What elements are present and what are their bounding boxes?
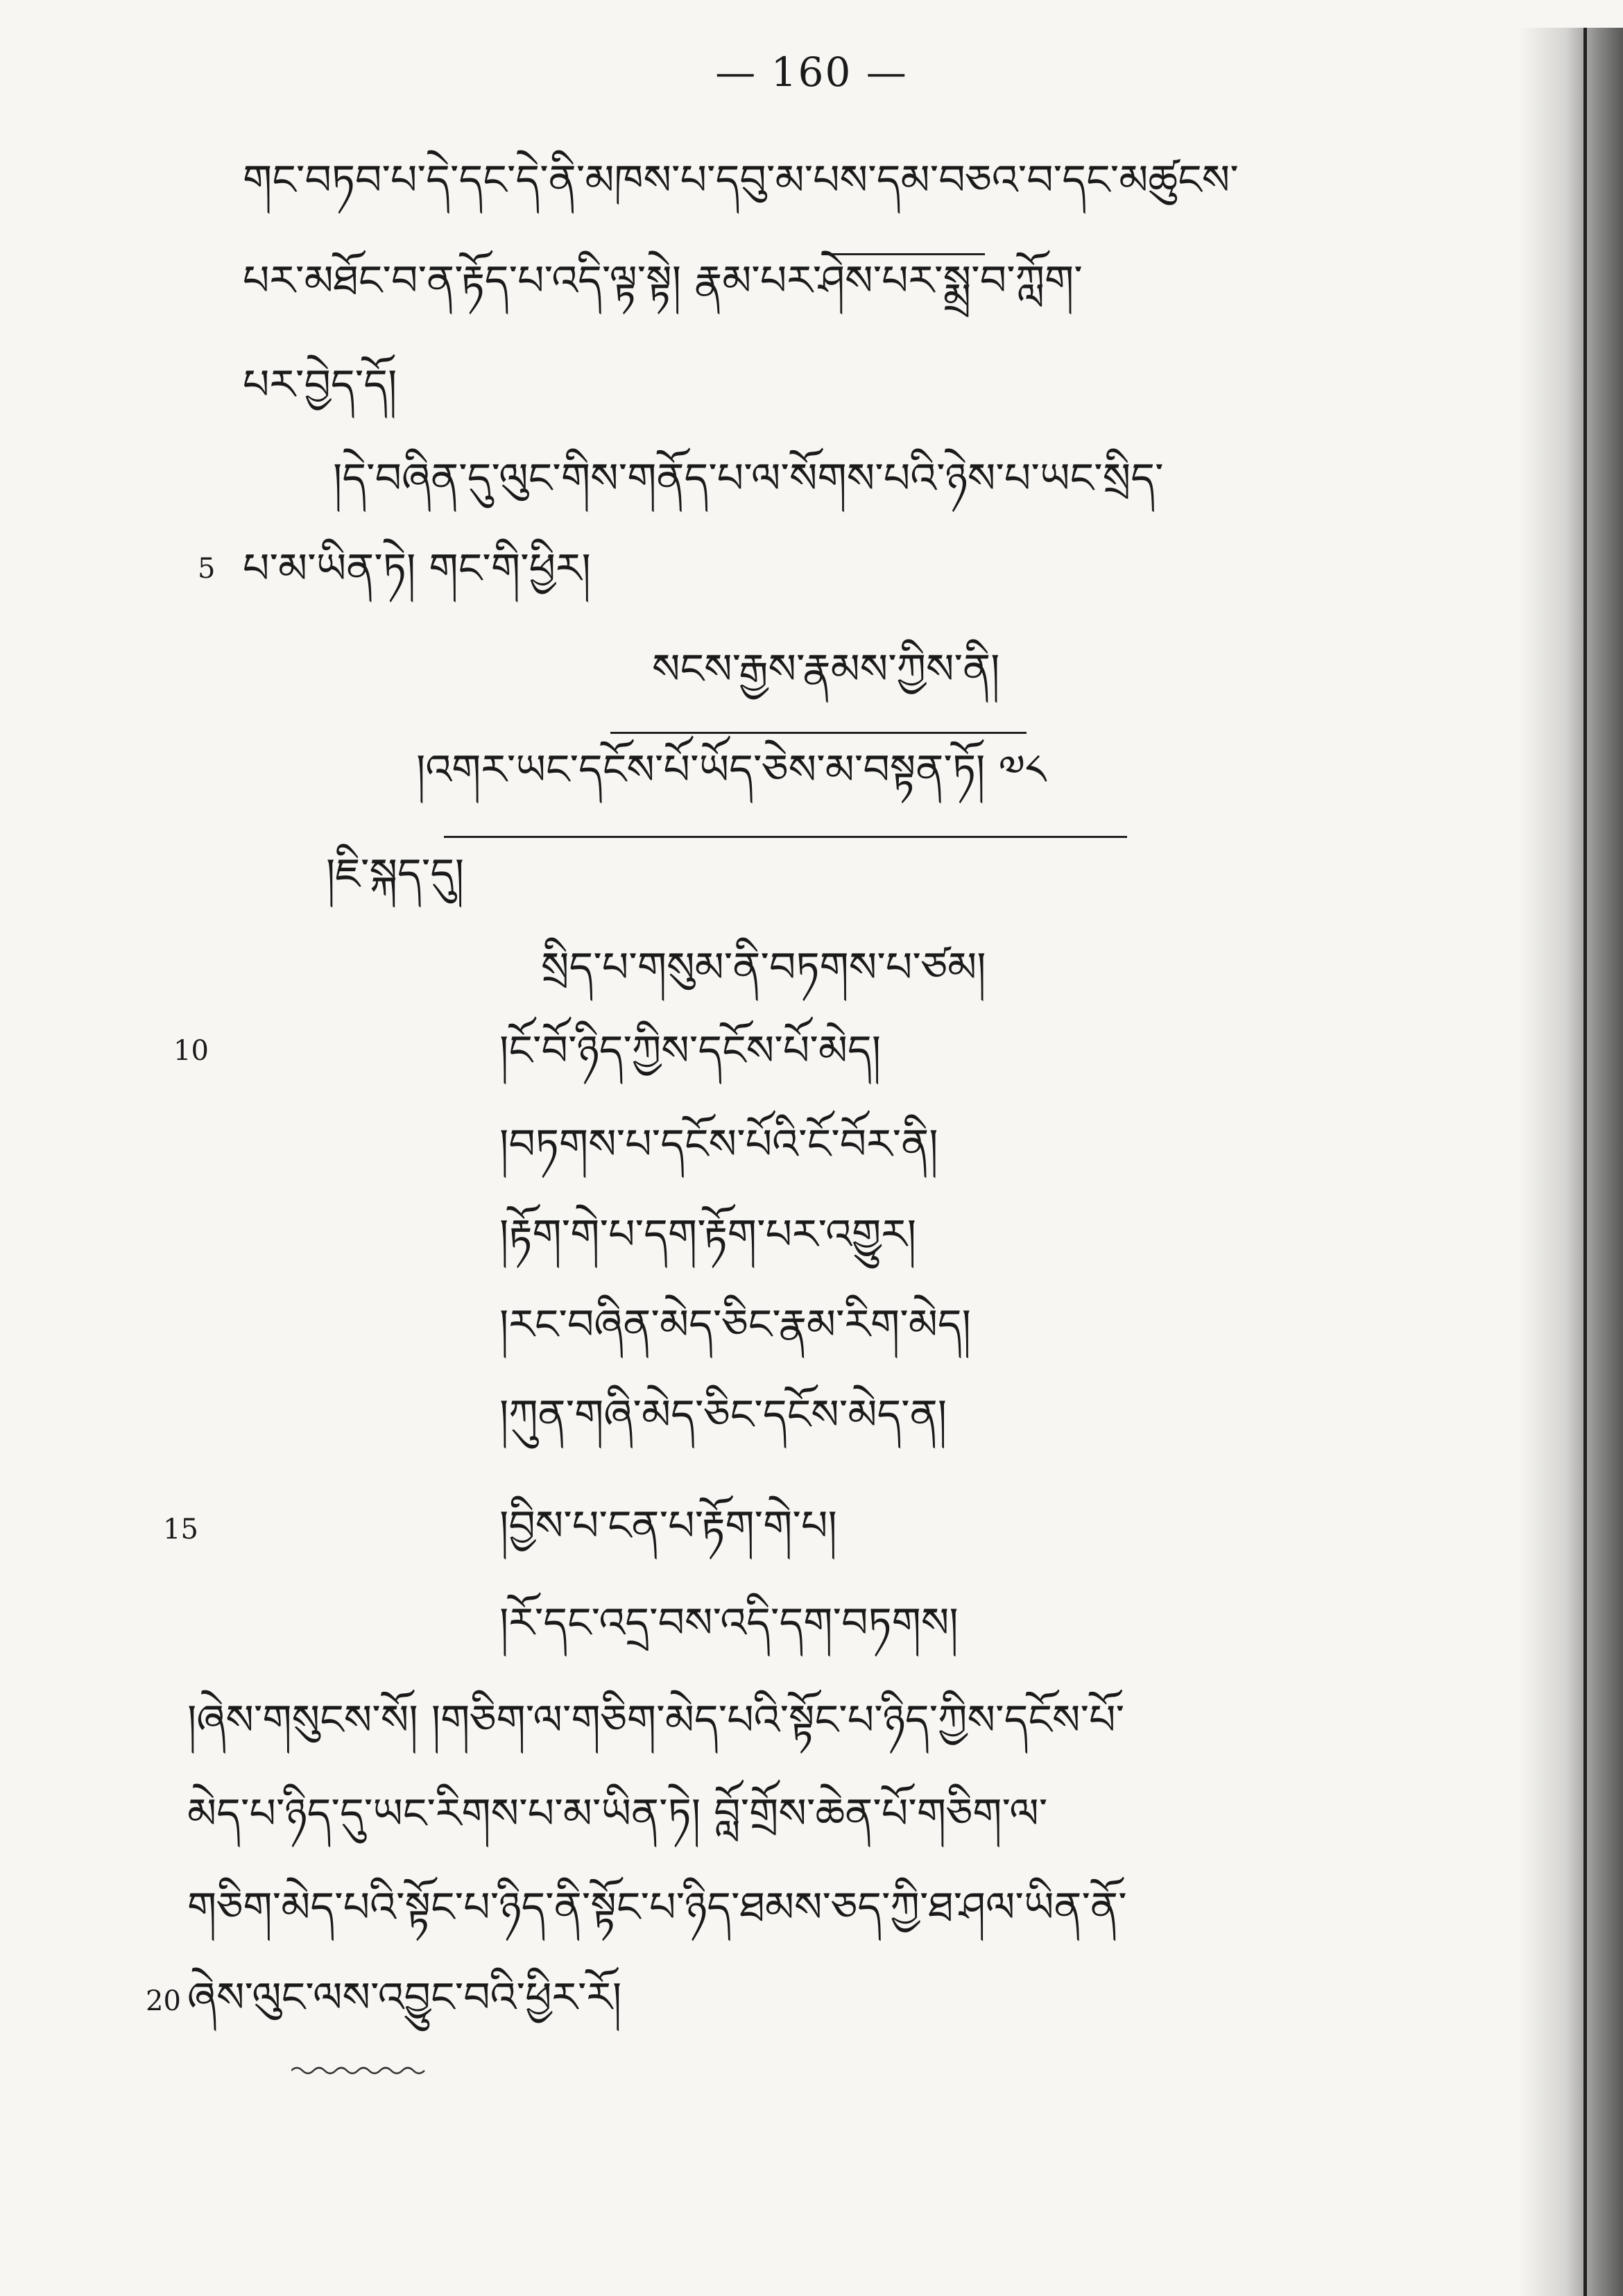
page-edge-line <box>1583 28 1587 2296</box>
page-edge-shadow <box>1519 28 1623 2296</box>
line-number-10: 10 <box>173 1035 209 1067</box>
quote-line-3: །བཏགས་པ་དངོས་པོའི་ངོ་བོར་ནི། <box>499 1120 938 1169</box>
quote-line-5: །རང་བཞིན་མེད་ཅིང་རྣམ་རིག་མེད། <box>499 1301 971 1349</box>
quote-line-6: །ཀུན་གཞི་མེད་ཅིང་དངོས་མེད་ན། <box>499 1391 947 1439</box>
verse-heading: སངས་རྒྱས་རྣམས་ཀྱིས་ནི། <box>652 645 1000 694</box>
quote-line-4: །རྟོག་གེ་པ་དག་རྟོག་པར་འགྱུར། <box>499 1210 917 1259</box>
quote-line-1: སྲིད་པ་གསུམ་ནི་བཏགས་པ་ཙམ། <box>541 943 986 992</box>
text-line-2: པར་མཐོང་བ་ན་རྟོད་པ་འདི་ལྟ་སྟེ། རྣམ་པར་ཤེས་པར་སྨྲ་བ་ཀློག་ <box>243 257 1083 305</box>
text-line-19: གཅིག་མེད་པའི་སྟོང་པ་ཉིད་ནི་སྟོང་པ་ཉིད་ཐམས་ཅད་ཀྱི་ཐ་ཤལ་ཡིན་ནོ་ <box>187 1883 1127 1932</box>
text-line-5: པ་མ་ཡིན་ཏེ། གང་གི་ཕྱིར། <box>243 545 591 593</box>
text-line-1: གང་བཏབ་པ་དེ་དང་དེ་ནི་མཁས་པ་དབུ་མ་པས་དམ་བཅའ་བ་དང་མཚུངས་ <box>243 156 1239 205</box>
quote-line-2: །ངོ་བོ་ཉིད་ཀྱིས་དངོས་པོ་མེད། <box>499 1027 882 1075</box>
quote-line-7: །བྱིས་པ་ངན་པ་རྟོག་གེ་པ། <box>499 1502 837 1550</box>
text-line-8: །ཇི་སྐད་དུ། <box>326 850 465 898</box>
text-line-3: པར་བྱེད་དོ། <box>243 361 397 409</box>
wavy-underline <box>291 2064 430 2075</box>
page-number: — 160 — <box>715 49 908 96</box>
text-line-4: །དེ་བཞིན་དུ་ལུང་གིས་གནོད་པ་ལ་སོགས་པའི་ཉེས་པ་ཡང་སྲིད་ <box>333 454 1164 503</box>
quote-line-8: །རོ་དང་འདྲ་བས་འདི་དག་བཏགས། <box>499 1599 959 1647</box>
line-number-20: 20 <box>146 1985 181 2017</box>
text-line-20: ཞེས་ལུང་ལས་འབྱུང་བའི་ཕྱིར་རོ། <box>187 1973 622 2022</box>
line-number-15: 15 <box>163 1514 198 1545</box>
text-line-17: །ཞེས་གསུངས་སོ། །གཅིག་ལ་གཅིག་མེད་པའི་སྟོང་པ་ཉིད་ཀྱིས་དངོས་པོ་ <box>187 1696 1125 1745</box>
underline-verse-78 <box>444 836 1127 838</box>
underline-verse-heading <box>610 732 1027 734</box>
line-number-5: 5 <box>198 553 216 585</box>
verse-line-78: །འགར་ཡང་དངོས་པོ་ཡོད་ཅེས་མ་བསྟན་ཏོ། ༧༨ <box>416 746 1047 794</box>
underline-1 <box>822 253 985 255</box>
text-line-18: མེད་པ་ཉིད་དུ་ཡང་རིགས་པ་མ་ཡིན་ཏེ། བློ་གྲོས་ཆེན་པོ་གཅིག་ལ་ <box>187 1790 1048 1838</box>
